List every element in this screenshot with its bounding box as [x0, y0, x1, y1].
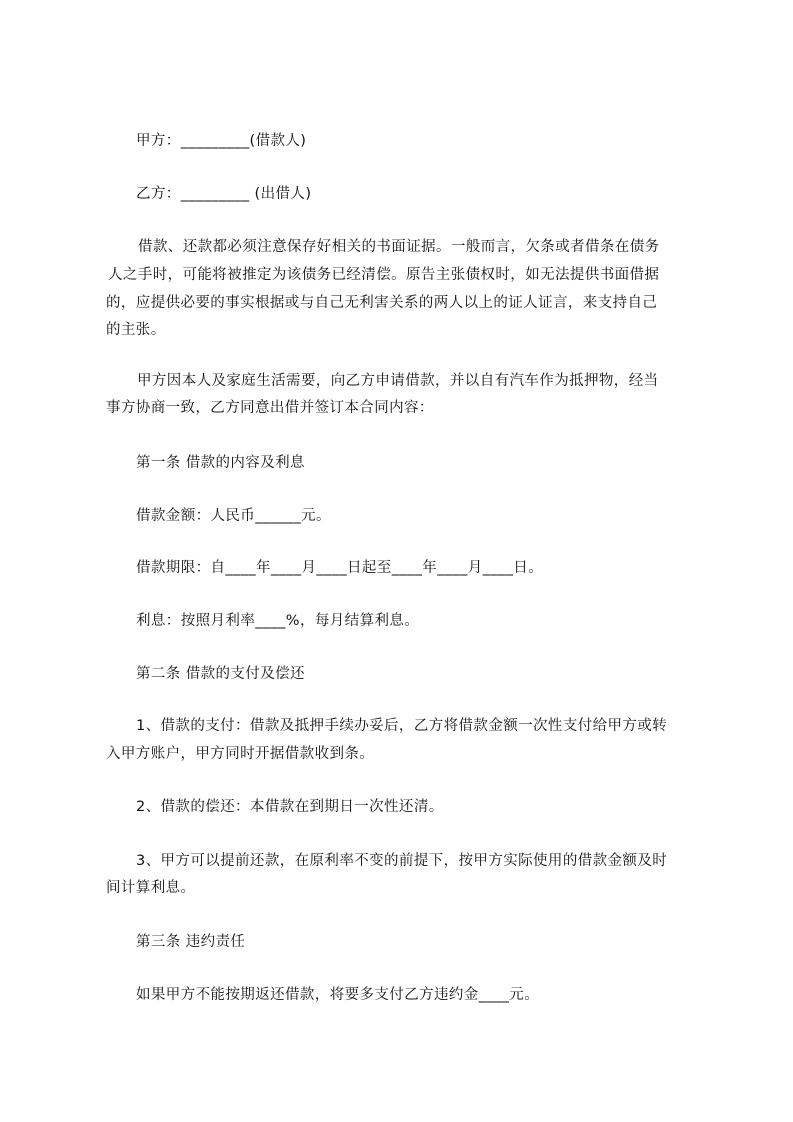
evidence-paragraph-line-1: 借款、还款都必须注意保存好相关的书面证据。一般而言，欠条或者借条在债务 — [138, 239, 660, 255]
article-3-title: 第三条 违约责任 — [136, 934, 246, 950]
clause-2-1-line-2: 入甲方账户，甲方同时开据借款收到条。 — [106, 746, 375, 762]
penalty-line: 如果甲方不能按期返还借款，将要多支付乙方违约金____元。 — [136, 987, 540, 1003]
party-b-line: 乙方：_________ (出借人) — [136, 186, 312, 202]
evidence-paragraph-line-3: 的，应提供必要的事实根据或与自己无利害关系的两人以上的证人证言，来支持自己 — [106, 295, 658, 311]
clause-2-3-line-1: 3、甲方可以提前还款，在原利率不变的前提下，按甲方实际使用的借款金额及时 — [136, 853, 668, 869]
evidence-paragraph-line-2: 人之手时，可能将被推定为该债务已经清偿。原告主张债权时，如无法提供书面借据 — [108, 267, 660, 283]
clause-2-2-line: 2、借款的偿还：本借款在到期日一次性还清。 — [136, 799, 444, 815]
article-1-title: 第一条 借款的内容及利息 — [136, 455, 305, 471]
purpose-paragraph-line-1: 甲方因本人及家庭生活需要，向乙方申请借款，并以自有汽车作为抵押物，经当 — [137, 373, 659, 389]
purpose-paragraph-line-2: 事方协商一致，乙方同意出借并签订本合同内容： — [106, 400, 434, 416]
interest-line: 利息：按照月利率____%，每月结算利息。 — [136, 613, 420, 629]
party-a-line: 甲方：_________(借款人) — [136, 133, 307, 149]
loan-term-line: 借款期限：自____年____月____日起至____年____月____日。 — [136, 560, 544, 576]
evidence-paragraph-line-4: 的主张。 — [106, 322, 166, 338]
clause-2-1-line-1: 1、借款的支付：借款及抵押手续办妥后，乙方将借款金额一次性支付给甲方或转 — [136, 718, 668, 734]
loan-amount-line: 借款金额：人民币______元。 — [136, 508, 331, 524]
clause-2-3-line-2: 间计算利息。 — [106, 880, 196, 896]
article-2-title: 第二条 借款的支付及偿还 — [136, 666, 305, 682]
